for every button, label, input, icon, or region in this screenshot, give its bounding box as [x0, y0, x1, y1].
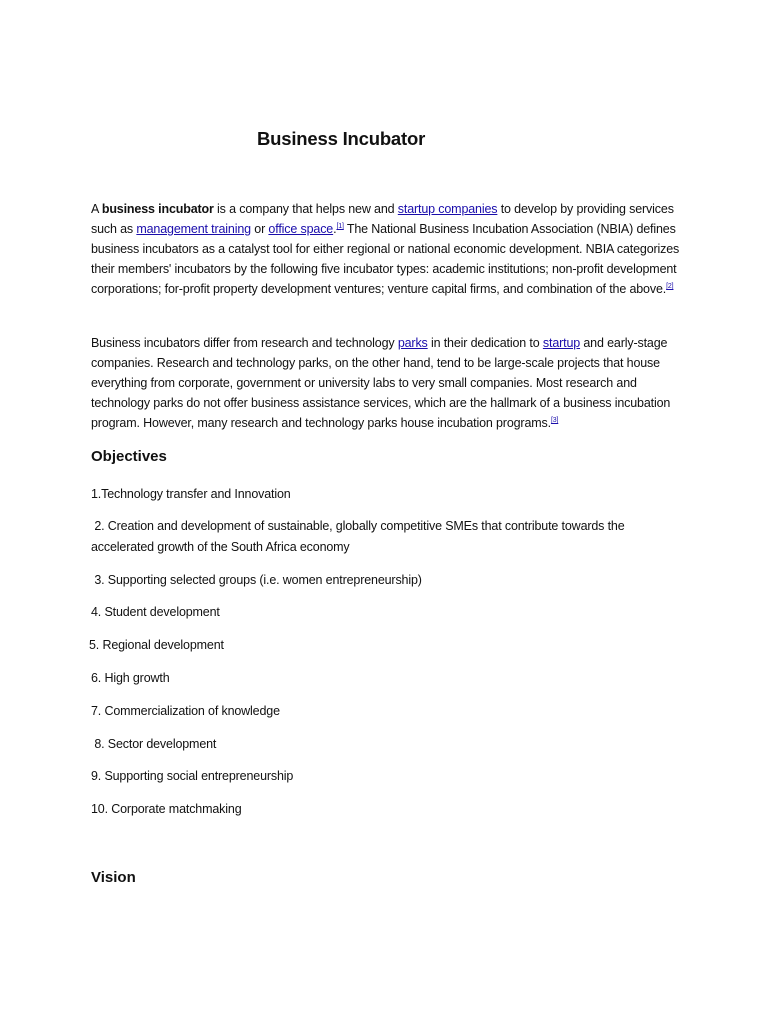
objective-item: 6. High growth	[91, 671, 170, 685]
vision-heading: Vision	[91, 869, 136, 886]
intro-paragraph	[91, 199, 681, 299]
objective-item: 5. Regional development	[89, 638, 224, 652]
objective-item: 9. Supporting social entrepreneurship	[91, 769, 294, 783]
text-run: Business incubators differ from research and technology	[91, 336, 398, 350]
bold-term: business incubator	[101, 202, 214, 216]
text-run: in their dedication to	[427, 336, 543, 350]
page-title: Business Incubator	[257, 128, 426, 149]
citation-link-2[interactable]: [2]	[666, 282, 674, 290]
objective-item: 10. Corporate matchmaking	[91, 802, 242, 816]
link-office-space[interactable]: office space	[268, 222, 334, 236]
citation-link-1[interactable]: [1]	[336, 222, 344, 230]
objectives-heading: Objectives	[91, 448, 167, 465]
objective-item: 7. Commercialization of knowledge	[91, 704, 280, 718]
objective-item: 4. Student development	[91, 605, 220, 619]
objective-item: 8. Sector development	[91, 737, 217, 751]
link-startup-companies[interactable]: startup companies	[397, 202, 498, 216]
text-run: A	[91, 202, 102, 216]
period: .	[333, 222, 337, 236]
text-run: The National Business Incubation Association (NBIA) defines business incubators as a catalyst tool for either regional or national economic development. NBIA categorizes their members' incubators by the following five incubator types: academic institutions; non-profit development corporations; for-profit property development ventures; venture capital firms, and combination of the above.	[91, 222, 680, 296]
text-run: to develop by providing services such as	[91, 202, 674, 236]
objective-item: 2. Creation and development of sustainable, globally competitive SMEs that contribute towards the accelerated growth of the South Africa economy	[91, 519, 628, 554]
comparison-paragraph	[91, 333, 681, 433]
text-run: is a company that helps new and	[213, 202, 398, 216]
objective-item: 3. Supporting selected groups (i.e. women entrepreneurship)	[91, 573, 422, 587]
link-startup[interactable]: startup	[542, 336, 581, 350]
citation-link-3[interactable]: [3]	[550, 416, 559, 424]
text-run: or	[250, 222, 269, 236]
objective-item: 1.Technology transfer and Innovation	[91, 487, 291, 501]
link-management-training[interactable]: management training	[136, 222, 251, 236]
text-run: and early-stage companies. Research and technology parks, on the other hand, tend to be large-scale projects that house everything from corporate, government or university labs to very small companies. Most research and technology parks do not offer business assistance services, which are the hallmark of a business incubation program. However, many research and technology parks house incubation programs.	[91, 336, 671, 430]
link-parks[interactable]: parks	[397, 336, 428, 350]
